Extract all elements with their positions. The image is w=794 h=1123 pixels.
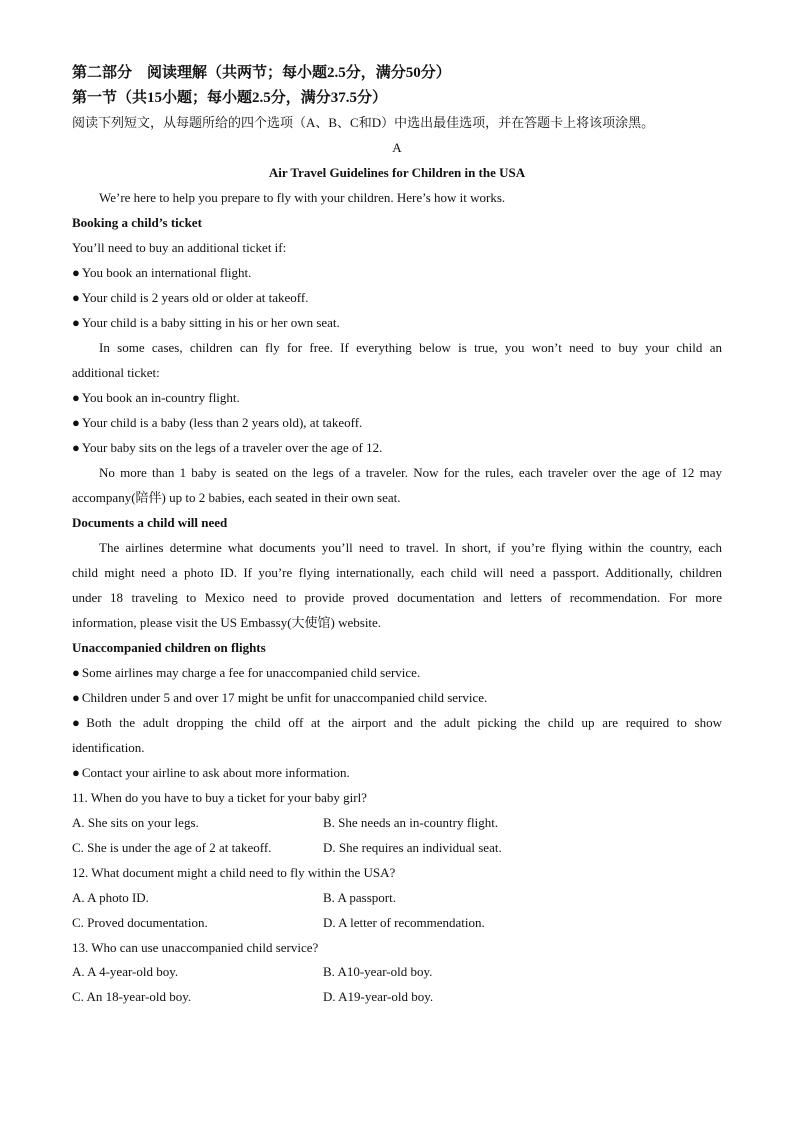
passage-letter: A: [392, 140, 402, 155]
list-item: ● You book an in-country flight.: [72, 390, 240, 405]
rule-line1: No more than 1 baby is seated on the legs of a traveler. Now for the rules, each traveler over the age of 12 may: [99, 465, 722, 480]
bullet-icon: ●: [72, 290, 80, 305]
booking-lead: You’ll need to buy an additional ticket if:: [72, 240, 287, 255]
question-11-stem: 11. When do you have to buy a ticket for your baby girl?: [72, 790, 367, 805]
question-12-option-d[interactable]: D. A letter of recommendation.: [323, 915, 485, 930]
question-11-option-b[interactable]: B. She needs an in-country flight.: [323, 815, 499, 830]
instruction: 阅读下列短文，从每题所给的四个选项（A、B、C和D）中选出最佳选项，并在答题卡上将该项涂黑。: [72, 115, 655, 130]
question-12-option-b[interactable]: B. A passport.: [323, 890, 396, 905]
list-item: ● You book an international flight.: [72, 265, 252, 280]
question-12-stem: 12. What document might a child need to fly within the USA?: [72, 865, 396, 880]
list-item: ● Children under 5 and over 17 might be unfit for unaccompanied child service.: [72, 690, 488, 705]
bullet-icon: ●: [72, 415, 80, 430]
bullet-icon: ●: [72, 690, 80, 705]
list-item: ● Your child is a baby sitting in his or her own seat.: [72, 315, 340, 330]
list-item: ● Some airlines may charge a fee for unaccompanied child service.: [72, 665, 421, 680]
question-13-option-d[interactable]: D. A19-year-old boy.: [323, 989, 434, 1004]
question-13-option-a[interactable]: A. A 4-year-old boy.: [72, 964, 179, 979]
bullet-icon: ●: [72, 440, 80, 455]
free-para-line1: In some cases, children can fly for free. If everything below is true, you won’t need to buy your child an: [99, 340, 722, 355]
bullet-icon: ●: [72, 315, 80, 330]
question-11-option-c[interactable]: C. She is under the age of 2 at takeoff.: [72, 840, 272, 855]
question-13-option-c[interactable]: C. An 18-year-old boy.: [72, 989, 192, 1004]
question-11-option-a[interactable]: A. She sits on your legs.: [72, 815, 199, 830]
list-item: ● Your child is 2 years old or older at takeoff.: [72, 290, 309, 305]
passage-title: Air Travel Guidelines for Children in the USA: [268, 165, 526, 180]
heading-unaccompanied: Unaccompanied children on flights: [72, 640, 266, 655]
bullet-icon: ●: [72, 265, 80, 280]
bullet3-continuation: identification.: [72, 740, 145, 755]
part-title: 第二部分 阅读理解（共两节；每小题2.5分，满分50分）: [72, 65, 451, 81]
documents-line1: The airlines determine what documents you’ll need to travel. In short, if you’re flying within the country, each: [99, 540, 722, 555]
question-12-option-c[interactable]: C. Proved documentation.: [72, 915, 208, 930]
rule-line2: accompany(陪伴) up to 2 babies, each seated in their own seat.: [72, 490, 401, 505]
bullet-icon: ●: [72, 390, 80, 405]
passage-intro: We’re here to help you prepare to fly with your children. Here’s how it works.: [99, 190, 506, 205]
list-item: ● Contact your airline to ask about more information.: [72, 765, 350, 780]
question-12-option-a[interactable]: A. A photo ID.: [72, 890, 149, 905]
list-item: ● Your baby sits on the legs of a traveler over the age of 12.: [72, 440, 383, 455]
heading-booking: Booking a child’s ticket: [72, 215, 202, 230]
list-item: ● Both the adult dropping the child off at the airport and the adult picking the child up are required to show: [72, 715, 722, 730]
bullet-icon: ●: [72, 765, 80, 780]
question-13-stem: 13. Who can use unaccompanied child service?: [72, 940, 319, 955]
documents-line4: information, please visit the US Embassy(大使馆) website.: [72, 615, 382, 630]
bullet-icon: ●: [72, 715, 85, 730]
free-para-line2: additional ticket:: [72, 365, 160, 380]
list-item: ● Your child is a baby (less than 2 years old), at takeoff.: [72, 415, 363, 430]
bullet-icon: ●: [72, 665, 80, 680]
question-13-option-b[interactable]: B. A10-year-old boy.: [323, 964, 433, 979]
question-11-option-d[interactable]: D. She requires an individual seat.: [323, 840, 502, 855]
heading-documents: Documents a child will need: [72, 515, 228, 530]
section-title: 第一节（共15小题；每小题2.5分，满分37.5分）: [72, 90, 388, 106]
documents-line3: under 18 traveling to Mexico need to provide proved documentation and letters of recommendation. For more: [72, 590, 722, 605]
documents-line2: child might need a photo ID. If you’re flying internationally, each child will need a passport. Additionally, children: [72, 565, 722, 580]
